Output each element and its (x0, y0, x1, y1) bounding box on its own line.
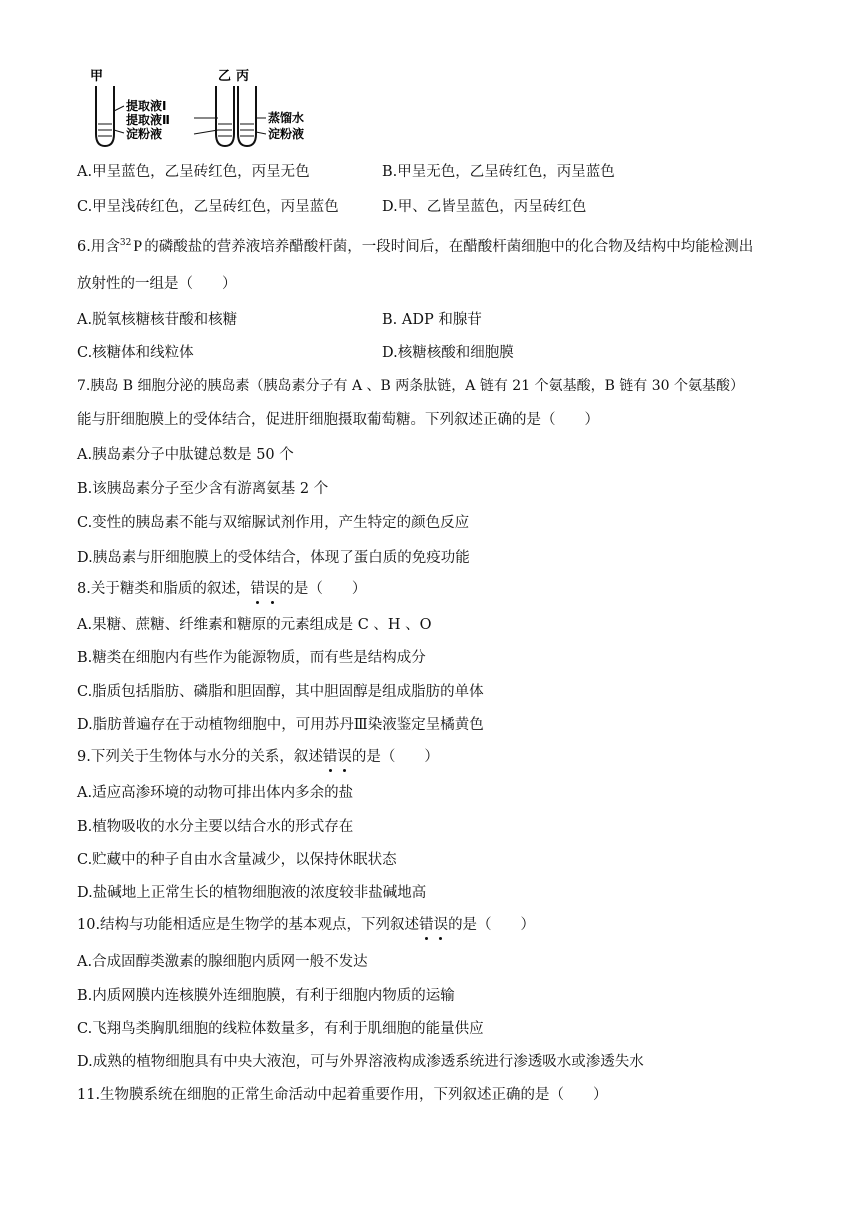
q8-option-b: B.糖类在细胞内有些作为能源物质，而有些是结构成分 (77, 650, 426, 666)
tube-label-jia: 甲 (90, 69, 104, 84)
q7-stem-line2: 能与肝细胞膜上的受体结合，促进肝细胞摄取葡萄糖。下列叙述正确的是（ ） (77, 412, 599, 428)
emphasis-dot: 错 (323, 746, 338, 768)
q6-stem: 6.用含$^{32}$ P 的磷酸盐的营养液培养醋酸杆菌，一段时间后，在醋酸杆菌细胞中的化合物及结构中均能检测出 (77, 238, 754, 255)
q6-option-d: D.核糖核酸和细胞膜 (382, 345, 514, 361)
q8-option-c: C.脂质包括脂肪、磷脂和胆固醇，其中胆固醇是组成脂肪的单体 (77, 684, 484, 700)
q7-option-b: B.该胰岛素分子至少含有游离氨基 2 个 (77, 481, 329, 497)
q11-stem: 11.生物膜系统在细胞的正常生命活动中起着重要作用，下列叙述正确的是（ ） (77, 1087, 608, 1103)
annotation-extract-1: 提取液Ⅰ (126, 99, 167, 113)
q9-option-a: A.适应高渗环境的动物可排出体内多余的盐 (77, 785, 354, 801)
q10-option-b: B.内质网膜内连核膜外连细胞膜，有利于细胞内物质的运输 (77, 988, 455, 1004)
test-tube-figure (90, 66, 330, 150)
tube-bing (238, 86, 256, 146)
q7-option-a: A.胰岛素分子中肽键总数是 50 个 (77, 447, 294, 463)
annotation-starch-2: 淀粉液 (268, 127, 305, 141)
q10-stem: 10.结构与功能相适应是生物学的基本观点，下列叙述错误的是（ ） (77, 914, 535, 936)
q5-option-a: A.甲呈蓝色，乙呈砖红色，丙呈无色 (77, 164, 310, 180)
q9-stem: 9.下列关于生物体与水分的关系，叙述错误的是（ ） (77, 746, 439, 768)
q6-option-b: B. ADP 和腺苷 (382, 312, 482, 328)
q6-option-a: A.脱氧核糖核苷酸和核糖 (77, 312, 238, 328)
emphasis-dot: 误 (337, 746, 352, 768)
emphasis-dot: 误 (265, 578, 280, 600)
q6-stem-line2: 放射性的一组是（ ） (77, 276, 237, 292)
q7-stem-line1: 7.胰岛 B 细胞分泌的胰岛素（胰岛素分子有 A 、B 两条肽链，A 链有 21 个氨基酸，B 链有 30 个氨基酸） (77, 378, 745, 394)
q9-option-d: D.盐碱地上正常生长的植物细胞液的浓度较非盐碱地高 (77, 885, 427, 901)
isotope-mass-number: 32 (119, 238, 132, 249)
q10-option-c: C.飞翔鸟类胸肌细胞的线粒体数量多，有利于肌细胞的能量供应 (77, 1021, 484, 1037)
q10-option-a: A.合成固醇类激素的腺细胞内质网一般不发达 (77, 954, 368, 970)
emphasis-dot: 错 (250, 578, 265, 600)
q10-option-d: D.成熟的植物细胞具有中央大液泡，可与外界溶液构成渗透系统进行渗透吸水或渗透失水 (77, 1054, 644, 1070)
isotope-symbol: P (133, 238, 143, 255)
annotation-starch-1: 淀粉液 (126, 127, 163, 141)
q8-option-a: A.果糖、蔗糖、纤维素和糖原的元素组成是 C 、H 、O (77, 617, 432, 633)
annotation-extract-2: 提取液Ⅱ (126, 113, 170, 127)
tube-label-yi: 乙 (218, 69, 232, 84)
q6-option-c: C.核糖体和线粒体 (77, 345, 194, 361)
q7-option-c: C.变性的胰岛素不能与双缩脲试剂作用，产生特定的颜色反应 (77, 515, 470, 531)
q9-option-c: C.贮藏中的种子自由水含量减少，以保持休眠状态 (77, 852, 397, 868)
tube-label-bing: 丙 (236, 69, 250, 84)
q5-option-b: B.甲呈无色，乙呈砖红色，丙呈蓝色 (382, 164, 615, 180)
emphasis-dot: 错 (419, 914, 434, 936)
q5-option-d: D.甲、乙皆呈蓝色，丙呈砖红色 (382, 199, 587, 215)
q8-stem: 8.关于糖类和脂质的叙述，错误的是（ ） (77, 578, 366, 600)
tube-jia (96, 86, 114, 146)
emphasis-dot: 误 (434, 914, 449, 936)
q7-option-d: D.胰岛素与肝细胞膜上的受体结合，体现了蛋白质的免疫功能 (77, 550, 470, 566)
q5-option-c: C.甲呈浅砖红色，乙呈砖红色，丙呈蓝色 (77, 199, 339, 215)
q8-option-d: D.脂肪普遍存在于动植物细胞中，可用苏丹Ⅲ染液鉴定呈橘黄色 (77, 717, 484, 733)
q9-option-b: B.植物吸收的水分主要以结合水的形式存在 (77, 819, 354, 835)
annotation-water: 蒸馏水 (268, 111, 305, 125)
tube-yi (216, 86, 234, 146)
